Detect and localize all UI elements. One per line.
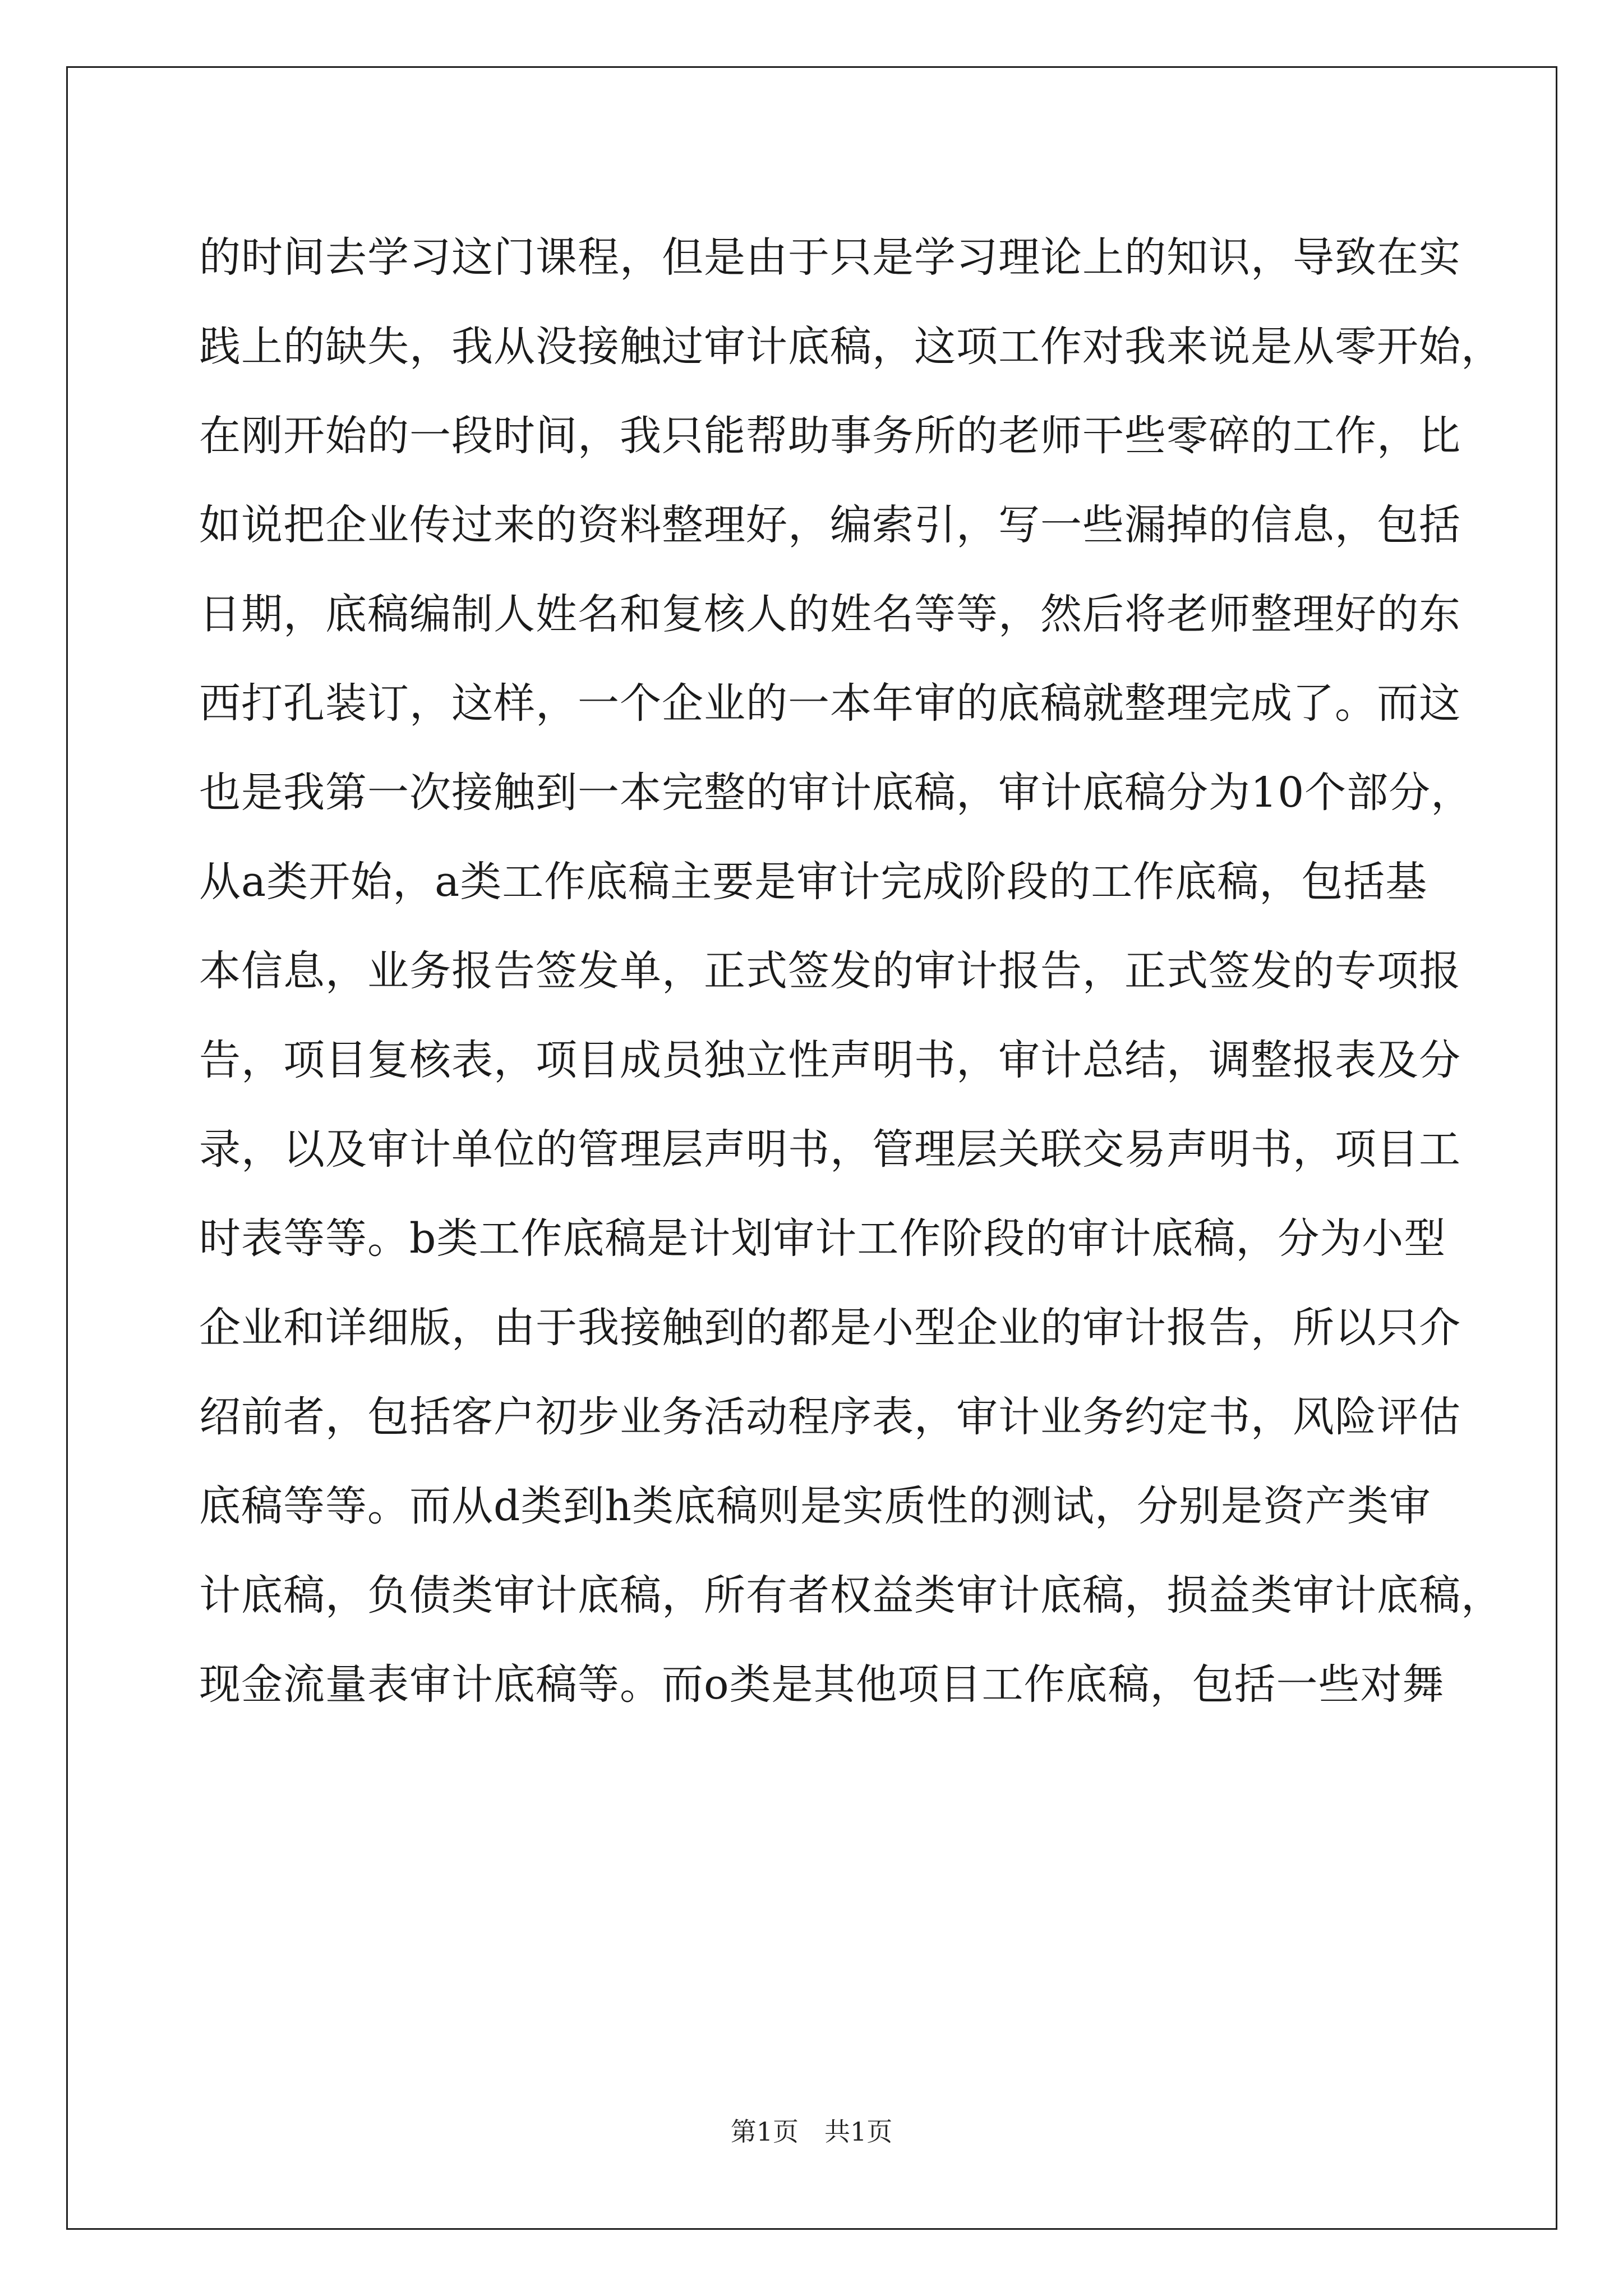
text-line: 绍前者，包括客户初步业务活动程序表，审计业务约定书，风险评估: [199, 1393, 1461, 1441]
text-line: 如说把企业传过来的资料整理好，编索引，写一些漏掉的信息，包括: [199, 501, 1461, 549]
text-line: 也是我第一次接触到一本完整的审计底稿，审计底稿分为10个部分，: [199, 769, 1473, 817]
text-line: 西打孔装订，这样，一个企业的一本年审的底稿就整理完成了。而这: [199, 679, 1461, 728]
text-line: 日期，底稿编制人姓名和复核人的姓名等等，然后将老师整理好的东: [199, 590, 1461, 638]
text-line: 录，以及审计单位的管理层声明书，管理层关联交易声明书，项目工: [199, 1125, 1461, 1174]
text-line: 告，项目复核表，项目成员独立性声明书，审计总结，调整报表及分: [199, 1036, 1461, 1084]
text-line: 时表等等。b类工作底稿是计划审计工作阶段的审计底稿，分为小型: [199, 1214, 1446, 1263]
text-line: 践上的缺失，我从没接触过审计底稿，这项工作对我来说是从零开始，: [199, 323, 1503, 371]
text-line: 在刚开始的一段时间，我只能帮助事务所的老师干些零碎的工作，比: [199, 412, 1461, 460]
text-line: 企业和详细版，由于我接触到的都是小型企业的审计报告，所以只介: [199, 1304, 1461, 1352]
text-line: 本信息，业务报告签发单，正式签发的审计报告，正式签发的专项报: [199, 947, 1461, 995]
text-line: 的时间去学习这门课程，但是由于只是学习理论上的知识，导致在实: [199, 233, 1461, 282]
text-line: 计底稿，负债类审计底稿，所有者权益类审计底稿，损益类审计底稿，: [199, 1571, 1503, 1619]
body-text: [199, 213, 1503, 1729]
text-line: 底稿等等。而从d类到h类底稿则是实质性的测试，分别是资产类审: [199, 1482, 1432, 1530]
text-line: 现金流量表审计底稿等。而o类是其他项目工作底稿，包括一些对舞: [199, 1660, 1445, 1709]
page-footer: 第1页 共1页: [730, 2116, 893, 2147]
text-line: 从a类开始，a类工作底稿主要是审计完成阶段的工作底稿，包括基: [199, 858, 1428, 906]
